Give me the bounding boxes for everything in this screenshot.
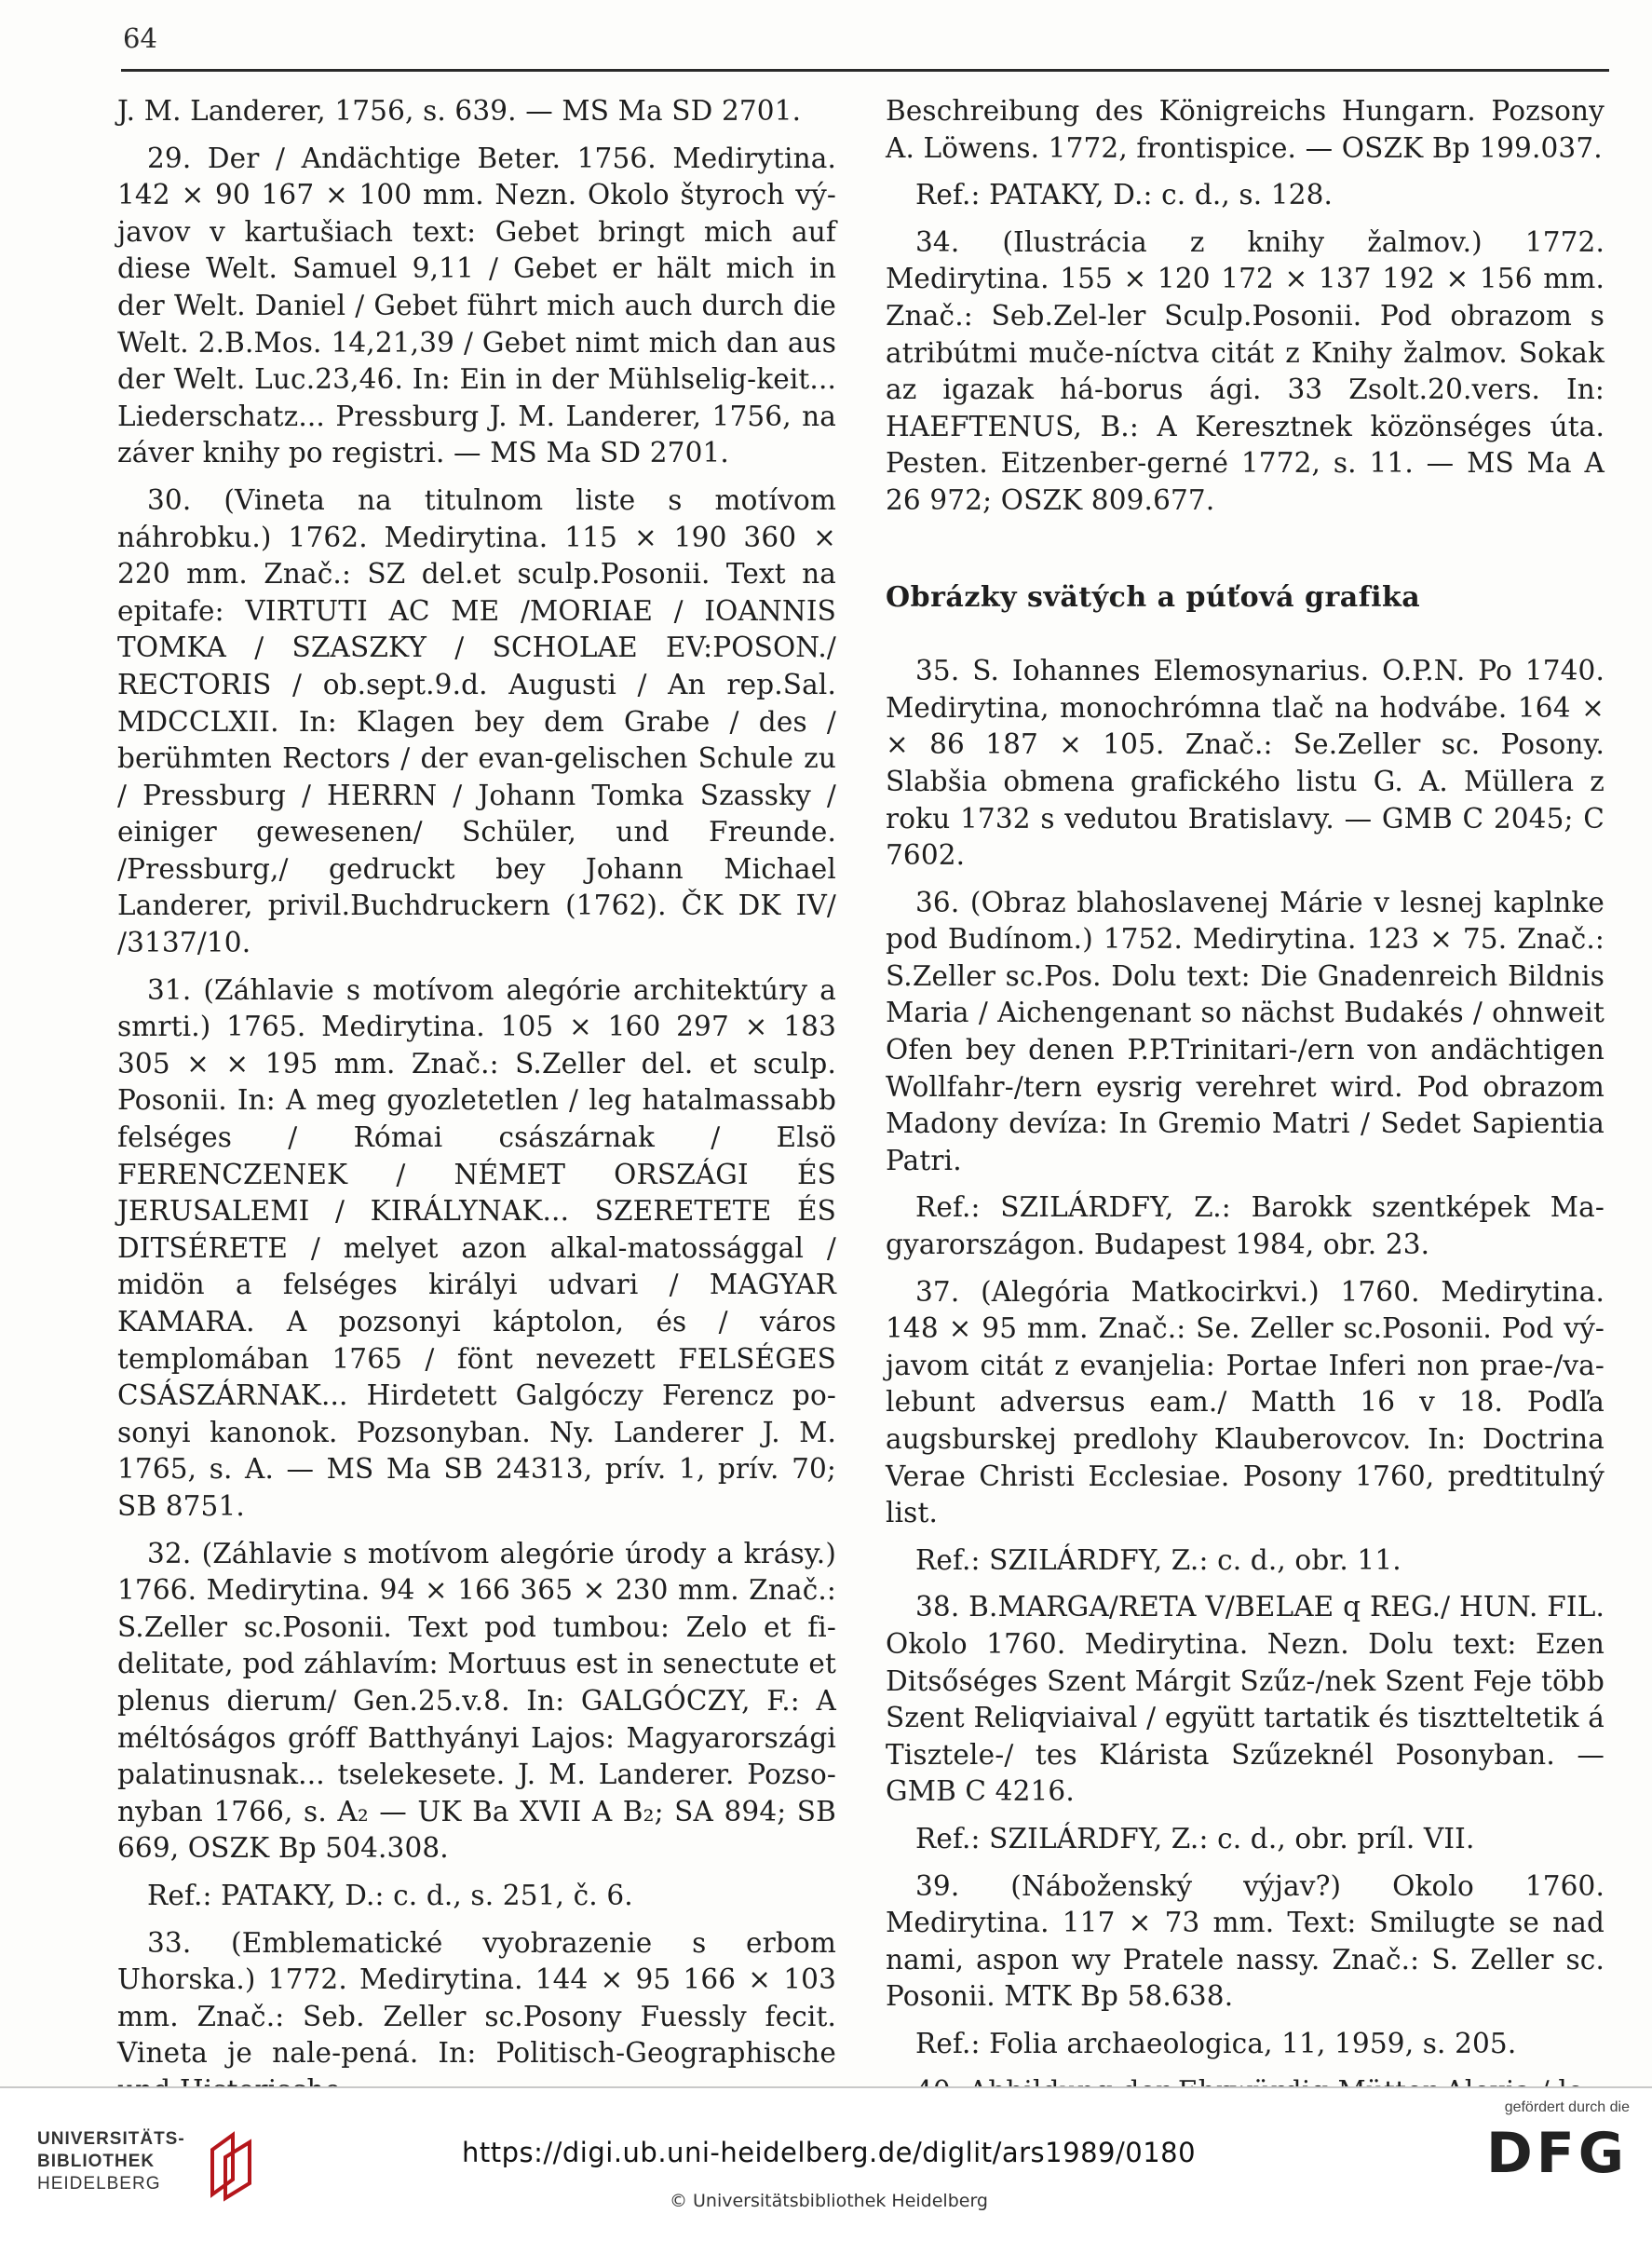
- library-name-line-2: BIBLIOTHEK: [37, 2152, 156, 2171]
- catalog-entry-paragraph: 38. B.MARGA/RETA V/BELAE q REG./ HUN. FIL. Okolo 1760. Medirytina. Nezn. Dolu text: Ezen Ditsőséges Szent Márgit Szűz-/nek Szent Feje több Szent Reliqviaival / együtt tartatik és tisztteltetik á Tisztele-/ tes Klárista Szűzeknél Posonyban. — GMB C 4216.: [886, 1591, 1605, 1808]
- copyright-notice: © Universitätsbibliothek Heidelberg: [669, 2191, 988, 2211]
- library-name-line-3: HEIDELBERG: [37, 2174, 161, 2193]
- reference-paragraph: Ref.: PATAKY, D.: c. d., s. 128.: [915, 179, 1334, 211]
- header-rule: [121, 69, 1609, 72]
- catalog-entry-paragraph: 32. (Záhlavie s motívom alegórie úrody a krásy.) 1766. Medirytina. 94 × 166 365 × 230 mm. Znač.: S.Zeller sc.Posonii. Text pod tumbou: Zelo et fi-delitate, pod záhlavím: Mortuus est in senectute et plenus dierum/ Gen.25.v.8. In: GALGÓCZY, F.: A méltóságos gróff Batthyányi Lajos: Magyarországi palatinusnak... tselekesete. J. M. Landerer. Pozso-nyban 1766, s. A₂ — UK Ba XVII A B₂; SA 894; SB 669, OSZK Bp 504.308.: [117, 1537, 836, 1865]
- catalog-entry-paragraph: 35. S. Iohannes Elemosynarius. O.P.N. Po 1740. Medirytina, monochrómna tlač na hodvábe. 164 × × 86 187 × 105. Znač.: Se.Zeller sc. Posony. Slabšia obmena grafického listu G. A. Müllera z roku 1732 s vedutou Bratislavy. — GMB C 2045; C 7602.: [886, 655, 1605, 872]
- reference-paragraph: Ref.: SZILÁRDFY, Z.: c. d., obr. 11.: [915, 1543, 1401, 1576]
- right-column: [886, 93, 1605, 2120]
- library-logo[interactable]: [37, 2129, 279, 2204]
- footer-bar: [0, 2086, 1652, 2241]
- funding-caption: gefördert durch die: [1504, 2099, 1630, 2115]
- library-name-line-1: UNIVERSITÄTS-: [37, 2129, 185, 2149]
- catalog-entry-paragraph: 30. (Vineta na titulnom liste s motívom náhrobku.) 1762. Medirytina. 115 × 190 360 × 220 mm. Znač.: SZ del.et sculp.Posonii. Text na epitafe: VIRTUTI AC ME /MORIAE / IOANNIS TOMKA / SZASZKY / SCHOLAE EV:POSON./ RECTORIS / ob.sept.9.d. Augusti / An rep.Sal. MDCCLXII. In: Klagen bey dem Grabe / des / berühmten Rectors / der evan-gelischen Schule zu / Pressburg / HERRN / Johann Tomka Szassky / einiger gewesenen/ Schüler, und Freunde. /Pressburg,/ gedruckt bey Johann Michael Landerer, privil.Buchdruckern (1762). ČK DK IV/ /3137/10.: [117, 483, 836, 959]
- document-url-link[interactable]: https://digi.ub.uni-heidelberg.de/diglit/ars1989/0180: [461, 2137, 1197, 2168]
- library-emblem-icon: [205, 2129, 261, 2204]
- catalog-entry-paragraph: Beschreibung des Königreichs Hungarn. Pozsony A. Löwens. 1772, frontispice. — OSZK Bp 199.037.: [886, 95, 1605, 164]
- catalog-entry-paragraph: 31. (Záhlavie s motívom alegórie architektúry a smrti.) 1765. Medirytina. 105 × 160 297 × 183 305 × × 195 mm. Znač.: S.Zeller del. et sculp. Posonii. In: A meg gyozletetlen / leg hatalmassabb felséges / Római császárnak / Elsö FERENCZENEK / NÉMET ORSZÁGI ÉS JERUSALEMI / KIRÁLYNAK... SZERETETE ÉS DITSÉRETE / melyet azon alkal-matossággal / midön a felséges királyi udvari / MAGYAR KAMARA. A pozsonyi káptolon, és / város templomában 1765 / fönt nevezett FELSÉGES CSÁSZÁRNAK... Hirdetett Galgóczy Ferencz po-sonyi kanonok. Pozsonyban. Ny. Landerer J. M. 1765, s. A. — MS Ma SB 24313, prív. 1, prív. 70; SB 8751.: [117, 973, 836, 1522]
- left-column: [117, 93, 836, 2119]
- right-column-top: [886, 93, 1605, 520]
- catalog-entry-paragraph: 36. (Obraz blahoslavenej Márie v lesnej kaplnke pod Budínom.) 1752. Medirytina. 123 × 75. Znač.: S.Zeller sc.Pos. Dolu text: Die Gnadenreich Bildnis Maria / Aichengenant so nächst Budakés / ohnweit Ofen bey denen P.P.Trinitari-/ern von andächtigen Wollfahr-/tern eysrig verehret wird. Pod obrazom Madony devíza: In Gremio Matri / Sedet Sapientia Patri.: [886, 886, 1605, 1176]
- reference-paragraph: Ref.: Folia archaeologica, 11, 1959, s. 205.: [915, 2027, 1517, 2059]
- dfg-logo[interactable]: DFG: [1485, 2121, 1628, 2186]
- right-column-bottom: [886, 653, 1605, 2110]
- reference-paragraph: Ref.: SZILÁRDFY, Z.: Barokk szentképek Ma-gyarországon. Budapest 1984, obr. 23.: [886, 1191, 1605, 1261]
- catalog-entry-paragraph: J. M. Landerer, 1756, s. 639. — MS Ma SD 2701.: [117, 95, 802, 127]
- reference-paragraph: Ref.: PATAKY, D.: c. d., s. 251, č. 6.: [147, 1879, 633, 1911]
- catalog-entry-paragraph: 37. (Alegória Matkocirkvi.) 1760. Medirytina. 148 × 95 mm. Znač.: Se. Zeller sc.Posonii. Pod vý-javom citát z evanjelia: Portae Inferi non prae-/va-lebunt adversus eam./ Matth 16 v 18. Podľa augsburskej predlohy Klauberovcov. In: Doctrina Verae Christi Ecclesiae. Posony 1760, predtitulný list.: [886, 1275, 1605, 1529]
- catalog-entry-paragraph: 39. (Náboženský výjav?) Okolo 1760. Medirytina. 117 × 73 mm. Text: Smilugte se nad nami, aspon wy Pratele nassy. Znač.: S. Zeller sc. Posonii. MTK Bp 58.638.: [886, 1869, 1605, 2013]
- catalog-entry-paragraph: 29. Der / Andächtige Beter. 1756. Medirytina. 142 × 90 167 × 100 mm. Nezn. Okolo štyroch vý-javov v kartušiach text: Gebet bringt mich auf diese Welt. Samuel 9,11 / Gebet er hält mich in der Welt. Daniel / Gebet führt mich auch durch die Welt. 2.B.Mos. 14,21,39 / Gebet nimt mich dan aus der Welt. Luc.23,46. In: Ein in der Mühlselig-keit... Liederschatz... Pressburg J. M. Landerer, 1756, na záver knihy po registri. — MS Ma SD 2701.: [117, 142, 836, 469]
- catalog-entry-paragraph: 34. (Ilustrácia z knihy žalmov.) 1772. Medirytina. 155 × 120 172 × 137 192 × 156 mm. Znač.: Seb.Zel-ler Sculp.Posonii. Pod obrazom s atribútmi muče-níctva citát z Knihy žalmov. Sokak az igazak há-borus ági. 33 Zsolt.20.vers. In: HAEFTENUS, B.: A Keresztnek közönséges úta. Pesten. Eitzenber-gerné 1772, s. 11. — MS Ma A 26 972; OSZK 809.677.: [886, 225, 1605, 516]
- footer-divider: [0, 2086, 1652, 2088]
- section-heading: Obrázky svätých a púťová grafika: [886, 580, 1421, 614]
- page-number: 64: [123, 22, 157, 54]
- catalog-entry-paragraph: 33. (Emblematické vyobrazenie s erbom Uhorska.) 1772. Medirytina. 144 × 95 166 × 103 mm. Znač.: Seb. Zeller sc.Posony Fuessly fecit. Vineta je nale-pená. In: Politisch-Geographische: [117, 1926, 836, 2070]
- reference-paragraph: Ref.: SZILÁRDFY, Z.: c. d., obr. príl. VII.: [915, 1822, 1475, 1854]
